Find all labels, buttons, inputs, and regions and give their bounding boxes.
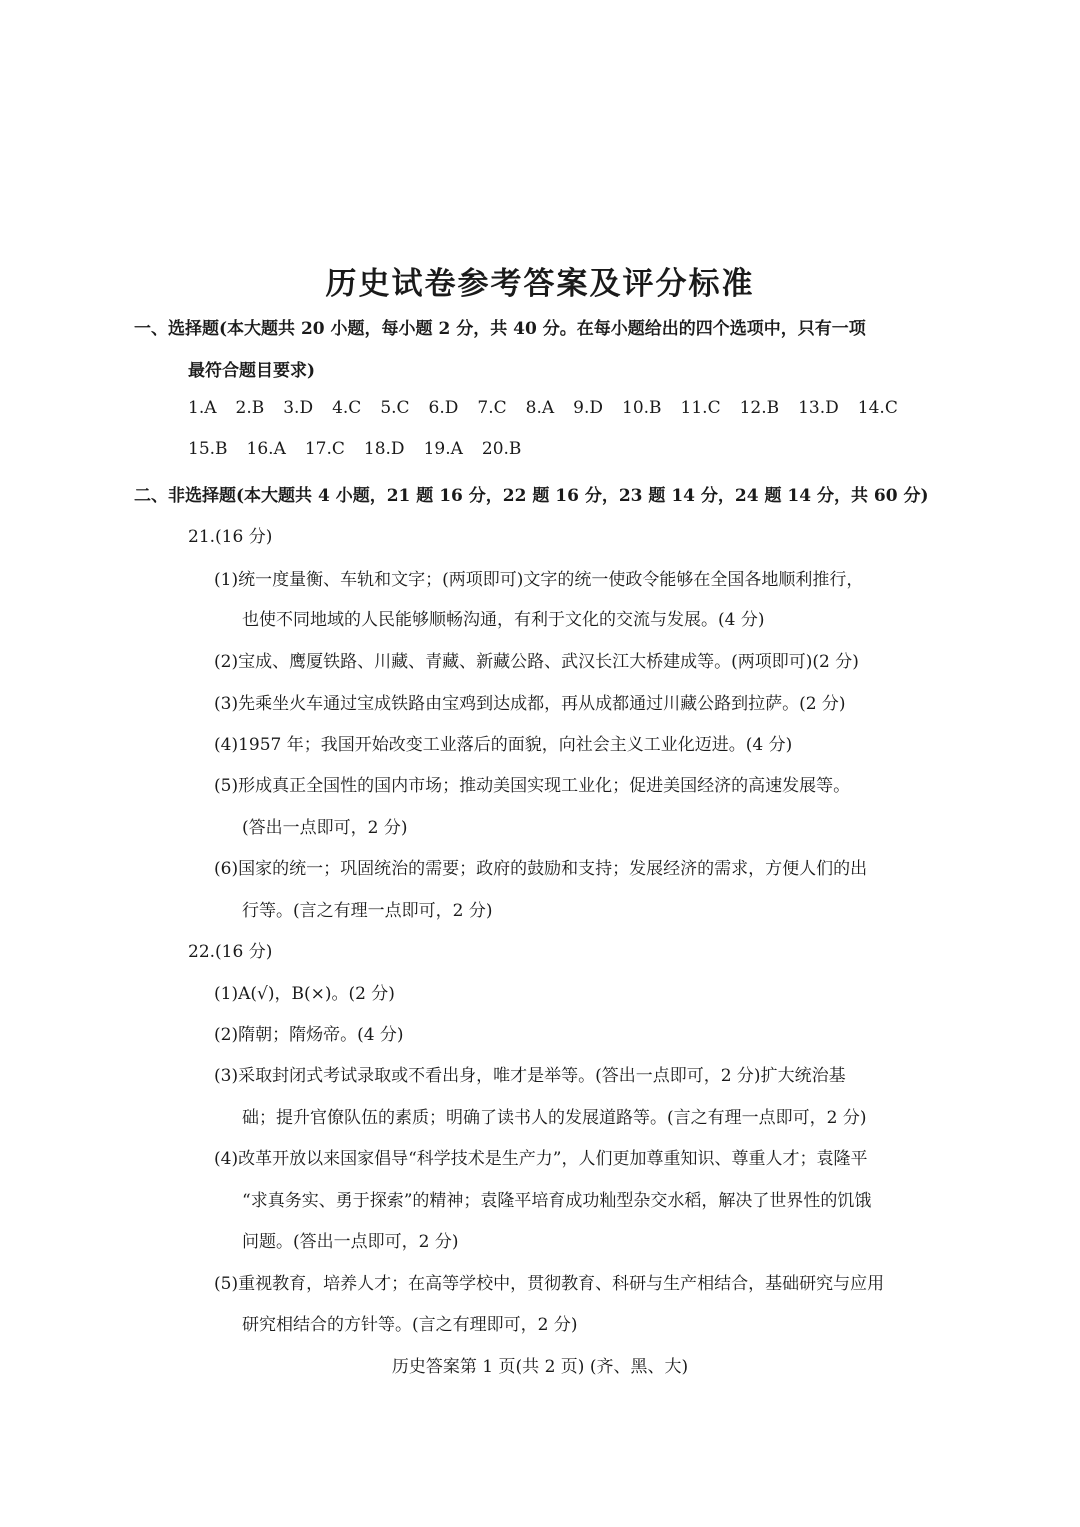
answer-item: 13.D	[798, 398, 839, 418]
answer-item: 11.C	[680, 398, 721, 418]
page-footer: 历史答案第 1 页(共 2 页) (齐、黑、大)	[391, 1357, 689, 1377]
q22-part5-line1: (5)重视教育，培养人才；在高等学校中，贯彻教育、科研与生产相结合，基础研究与应用	[214, 1274, 885, 1294]
answer-item: 16.A	[246, 439, 286, 459]
q21-part3: (3)先乘坐火车通过宝成铁路由宝鸡到达成都，再从成都通过川藏公路到拉萨。(2 分)	[214, 694, 846, 714]
answer-item: 14.C	[857, 398, 898, 418]
answer-item: 12.B	[739, 398, 780, 418]
q21-part4: (4)1957 年；我国开始改变工业落后的面貌，向社会主义工业化迈进。(4 分)	[214, 735, 793, 755]
q22-part4-line2: “求真务实、勇于探索”的精神；袁隆平培育成功籼型杂交水稻，解决了世界性的饥饿	[242, 1191, 872, 1211]
q22-part5-line2: 研究相结合的方针等。(言之有理即可，2 分)	[242, 1315, 578, 1335]
answer-item: 10.B	[622, 398, 662, 418]
answer-item: 9.D	[573, 398, 603, 418]
q21-part6-line2: 行等。(言之有理一点即可，2 分)	[242, 901, 493, 921]
q22-part2: (2)隋朝；隋炀帝。(4 分)	[214, 1025, 404, 1045]
q21-part2: (2)宝成、鹰厦铁路、川藏、青藏、新藏公路、武汉长江大桥建成等。(两项即可)(2 分)	[214, 652, 859, 672]
q22-part4-line3: 问题。(答出一点即可，2 分)	[242, 1232, 459, 1252]
answer-item: 17.C	[304, 439, 345, 459]
answer-item: 2.B	[235, 398, 265, 418]
q21-part5-line2: (答出一点即可，2 分)	[242, 818, 408, 838]
answer-item: 20.B	[481, 439, 522, 459]
q21-part1-line1: (1)统一度量衡、车轨和文字；(两项即可)文字的统一使政令能够在全国各地顺利推行，	[214, 570, 864, 590]
q22-part4-line1: (4)改革开放以来国家倡导“科学技术是生产力”，人们更加尊重知识、尊重人才；袁隆平	[214, 1149, 868, 1169]
answer-item: 3.D	[283, 398, 314, 418]
q22-part3-line1: (3)采取封闭式考试录取或不看出身，唯才是举等。(答出一点即可，2 分)扩大统治基	[214, 1066, 846, 1086]
q21-part1-line2: 也使不同地域的人民能够顺畅沟通，有利于文化的交流与发展。(4 分)	[242, 610, 765, 630]
answer-item: 4.C	[332, 398, 362, 418]
answer-item: 18.D	[363, 439, 405, 459]
answer-item: 19.A	[423, 439, 463, 459]
answer-item: 6.D	[428, 398, 459, 418]
answer-item: 8.A	[525, 398, 555, 418]
section2-heading: 二、非选择题(本大题共 4 小题，21 题 16 分，22 题 16 分，23 题 14 分，24 题 14 分，共 60 分)	[134, 486, 929, 506]
q21-header: 21.(16 分)	[188, 527, 273, 547]
q22-header: 22.(16 分)	[188, 942, 273, 962]
q21-part5-line1: (5)形成真正全国性的国内市场；推动美国实现工业化；促进美国经济的高速发展等。	[214, 776, 851, 796]
answer-item: 1.A	[188, 398, 217, 418]
answer-item: 7.C	[477, 398, 507, 418]
q22-part3-line2: 础；提升官僚队伍的素质；明确了读书人的发展道路等。(言之有理一点即可，2 分)	[242, 1108, 867, 1128]
answers-row-2	[188, 439, 540, 459]
section1-heading: 一、选择题(本大题共 20 小题，每小题 2 分，共 40 分。在每小题给出的四个选项中，只有一项	[134, 319, 866, 339]
answer-item: 5.C	[380, 398, 410, 418]
q22-part1: (1)A(√)，B(×)。(2 分)	[214, 984, 395, 1004]
q21-part6-line1: (6)国家的统一；巩固统治的需要；政府的鼓励和支持；发展经济的需求，方便人们的出	[214, 859, 868, 879]
page-title: 历史试卷参考答案及评分标准	[325, 266, 755, 302]
answers-row-1	[188, 398, 917, 418]
section1-heading-cont: 最符合题目要求)	[188, 361, 316, 381]
answer-item: 15.B	[188, 439, 228, 459]
